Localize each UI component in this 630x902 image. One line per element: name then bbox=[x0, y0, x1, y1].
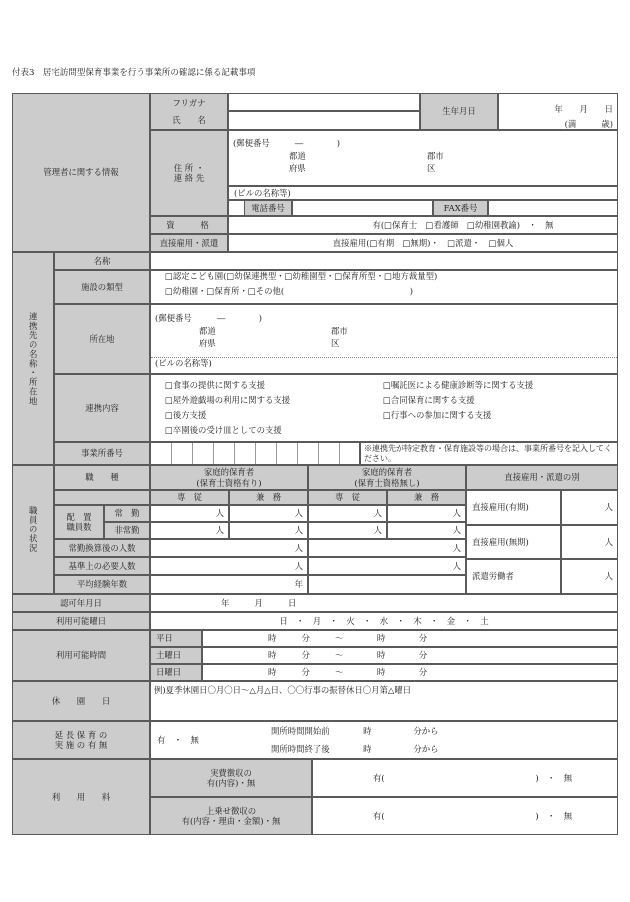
qualification-label: 資 格 bbox=[150, 216, 228, 234]
nonreg-cert-no-full[interactable]: 人 bbox=[308, 522, 387, 539]
cert-no-header: 家庭的保育者 (保育士資格無し) bbox=[308, 465, 466, 490]
support-right-3[interactable]: □行事への参加に関する支援 bbox=[383, 410, 492, 420]
manager-address-field[interactable] bbox=[228, 130, 618, 186]
sunday-hours-field[interactable]: 時 分 ～ 時 分 bbox=[202, 664, 618, 681]
office-number-label: 事業所番号 bbox=[54, 442, 150, 465]
required-cert-no[interactable]: 人 bbox=[308, 557, 466, 575]
direct-fixed-field[interactable]: 人 bbox=[561, 490, 618, 525]
extended-before: 開所時間開始前 時 分から bbox=[271, 726, 439, 736]
partner-pref-1: 都道 bbox=[199, 326, 216, 336]
direct-open-field[interactable]: 人 bbox=[561, 525, 618, 559]
manager-section-label: 管理者に関する情報 bbox=[12, 93, 150, 252]
dispatch-field[interactable]: 人 bbox=[561, 559, 618, 594]
manager-pref-1: 都道 bbox=[289, 151, 306, 161]
required-label: 基準上の必要人数 bbox=[54, 557, 150, 575]
staff-section-label: 職員の状況 bbox=[12, 465, 54, 594]
support-right-1[interactable]: □嘱託医による健康診断等に関する支援 bbox=[383, 380, 534, 390]
approval-date-label: 認可年月日 bbox=[12, 594, 150, 612]
available-days-label: 利用可能曜日 bbox=[12, 612, 150, 630]
fax-label: FAX番号 bbox=[433, 200, 488, 216]
extended-care-label: 延 長 保 育 の 実 施 の 有 無 bbox=[12, 721, 150, 759]
full-time-header-2: 専 従 bbox=[308, 490, 387, 505]
extended-yes-no[interactable]: 有 ・ 無 bbox=[157, 735, 199, 745]
office-number-note: ※連携先が特定教育・保育施設等の場合は、事業所番号を記入してください。 bbox=[360, 442, 618, 465]
part-time-header-1: 兼 務 bbox=[229, 490, 308, 505]
partner-location-field[interactable] bbox=[150, 304, 618, 374]
approval-date-field[interactable]: 年 月 日 bbox=[150, 594, 618, 612]
support-right-2[interactable]: □合同保育に関する支援 bbox=[383, 395, 475, 405]
fte-cert-yes[interactable]: 人 bbox=[150, 539, 308, 557]
form-title: 付表3 居宅訪問型保育事業を行う事業所の確認に係る記載事項 bbox=[12, 68, 256, 78]
available-hours-label: 利用可能時間 bbox=[12, 630, 150, 681]
manager-employment-label: 直接雇用・派遣 bbox=[150, 234, 228, 252]
placement-label: 配 置 職員数 bbox=[54, 505, 104, 539]
furigana-label: フリガナ bbox=[172, 98, 206, 108]
partner-city-1: 郡市 bbox=[331, 326, 348, 336]
address-label-2: 連 絡 先 bbox=[173, 173, 205, 183]
facility-type-line-2: □幼稚園・□保育所・□その他( ) bbox=[165, 285, 414, 296]
tel-label: 電話番号 bbox=[244, 200, 292, 216]
regular-label: 常 勤 bbox=[104, 505, 150, 522]
avg-years-cert-no[interactable] bbox=[308, 575, 466, 594]
fte-label: 常勤換算後の人数 bbox=[54, 539, 150, 557]
furigana-field[interactable] bbox=[228, 93, 420, 111]
partner-postal: (郵便番号 ― ) bbox=[155, 313, 263, 323]
support-left-3[interactable]: □後方支援 bbox=[165, 410, 207, 420]
name-label-cell bbox=[150, 93, 228, 130]
extended-care-field[interactable] bbox=[150, 721, 618, 759]
manager-city-2: 区 bbox=[427, 163, 436, 173]
tel-field[interactable] bbox=[292, 200, 433, 216]
direct-fixed-label: 直接雇用(有期) bbox=[466, 490, 561, 525]
nonreg-cert-no-part[interactable]: 人 bbox=[387, 522, 466, 539]
saturday-label: 土曜日 bbox=[150, 647, 202, 664]
reg-cert-no-full[interactable]: 人 bbox=[308, 505, 387, 522]
fax-field[interactable] bbox=[488, 200, 618, 216]
part-time-header-2: 兼 務 bbox=[387, 490, 466, 505]
nonreg-cert-yes-part[interactable]: 人 bbox=[229, 522, 308, 539]
support-left-4[interactable]: □卒園後の受け皿としての支援 bbox=[165, 425, 282, 435]
tel-spacer bbox=[228, 200, 244, 216]
support-content-field[interactable] bbox=[150, 374, 618, 442]
manager-postal: (郵便番号 ― ) bbox=[233, 138, 341, 148]
weekday-label: 平日 bbox=[150, 630, 202, 647]
form-table bbox=[12, 93, 618, 835]
cert-yes-header: 家庭的保育者 (保育士資格有り) bbox=[150, 465, 308, 490]
available-days-field[interactable]: 日 ・ 月 ・ 火 ・ 水 ・ 木 ・ 金 ・ 土 bbox=[150, 612, 618, 630]
manager-building-field[interactable]: (ビルの名称等) bbox=[228, 186, 618, 200]
support-left-2[interactable]: □屋外遊戯場の利用に関する支援 bbox=[165, 395, 291, 405]
partner-location-label: 所在地 bbox=[54, 304, 150, 374]
required-cert-yes[interactable]: 人 bbox=[150, 557, 308, 575]
support-content-label: 連携内容 bbox=[54, 374, 150, 442]
address-label-cell bbox=[150, 130, 228, 216]
partner-name-field[interactable] bbox=[150, 252, 618, 270]
partner-city-2: 区 bbox=[331, 338, 340, 348]
support-left-1[interactable]: □食事の提供に関する支援 bbox=[165, 380, 266, 390]
saturday-hours-field[interactable]: 時 分 ～ 時 分 bbox=[202, 647, 618, 664]
facility-type-line-1: □認定こども園(□幼保連携型・□幼稚園型・□保育所型・□地方裁量型) bbox=[165, 271, 438, 281]
reg-cert-no-part[interactable]: 人 bbox=[387, 505, 466, 522]
facility-type-label: 施設の類型 bbox=[54, 270, 150, 304]
facility-type-field[interactable] bbox=[150, 270, 618, 304]
partner-name-label: 名称 bbox=[54, 252, 150, 270]
age-format: (満 歳) bbox=[564, 118, 613, 129]
avg-years-cert-yes[interactable]: 年 bbox=[150, 575, 308, 594]
reg-cert-yes-part[interactable]: 人 bbox=[229, 505, 308, 522]
avg-years-label: 平均経験年数 bbox=[54, 575, 150, 594]
dispatch-label: 派遣労働者 bbox=[466, 559, 561, 594]
sunday-label: 日曜日 bbox=[150, 664, 202, 681]
holiday-field[interactable]: 例)夏季休園日〇月〇日～△月△日、〇〇行事の振替休日〇月第△曜日 bbox=[150, 681, 618, 721]
weekday-hours-field[interactable]: 時 分 ～ 時 分 bbox=[202, 630, 618, 647]
birth-label: 生年月日 bbox=[420, 93, 498, 130]
name-label: 氏 名 bbox=[172, 114, 206, 125]
extra-fee-label: 上乗せ徴収の 有(内容・理由・金額)・無 bbox=[150, 797, 312, 835]
partner-section-label: 連携先の名称・所在地 bbox=[12, 252, 54, 465]
partner-building: (ビルの名称等) bbox=[155, 358, 212, 368]
nonregular-label: 非常勤 bbox=[104, 522, 150, 539]
birth-format: 年 月 日 bbox=[554, 104, 613, 114]
office-number-boxes bbox=[151, 443, 359, 464]
actual-cost-field[interactable]: 有( ) ・ 無 bbox=[312, 759, 618, 797]
header-spacer bbox=[54, 490, 150, 505]
building-divider bbox=[151, 357, 617, 358]
fte-cert-no[interactable]: 人 bbox=[308, 539, 466, 557]
qualification-field[interactable]: 有(□保育士 □看護師 □幼稚園教諭) ・ 無 bbox=[228, 216, 618, 234]
extra-fee-field[interactable]: 有( ) ・ 無 bbox=[312, 797, 618, 835]
address-label-1: 住 所 ・ bbox=[173, 162, 205, 173]
office-number-field[interactable] bbox=[150, 442, 360, 465]
manager-pref-2: 府県 bbox=[289, 163, 306, 173]
manager-city-1: 郡市 bbox=[427, 151, 444, 161]
extended-after: 開所時間終了後 時 分から bbox=[271, 744, 439, 754]
name-field[interactable] bbox=[228, 111, 420, 130]
actual-cost-label: 実費徴収の 有(内容)・無 bbox=[150, 759, 312, 797]
fee-label: 利 用 料 bbox=[12, 759, 150, 835]
direct-open-label: 直接雇用(無期) bbox=[466, 525, 561, 559]
birth-field[interactable] bbox=[498, 93, 618, 130]
full-time-header-1: 専 従 bbox=[150, 490, 229, 505]
job-type-label: 職 種 bbox=[54, 465, 150, 490]
manager-employment-field[interactable]: 直接雇用(□有期 □無期)・ □派遣・ □個人 bbox=[228, 234, 618, 252]
holiday-label: 休 園 日 bbox=[12, 681, 150, 721]
employment-type-header: 直接雇用・派遣の別 bbox=[466, 465, 618, 490]
partner-pref-2: 府県 bbox=[199, 338, 216, 348]
nonreg-cert-yes-full[interactable]: 人 bbox=[150, 522, 229, 539]
reg-cert-yes-full[interactable]: 人 bbox=[150, 505, 229, 522]
